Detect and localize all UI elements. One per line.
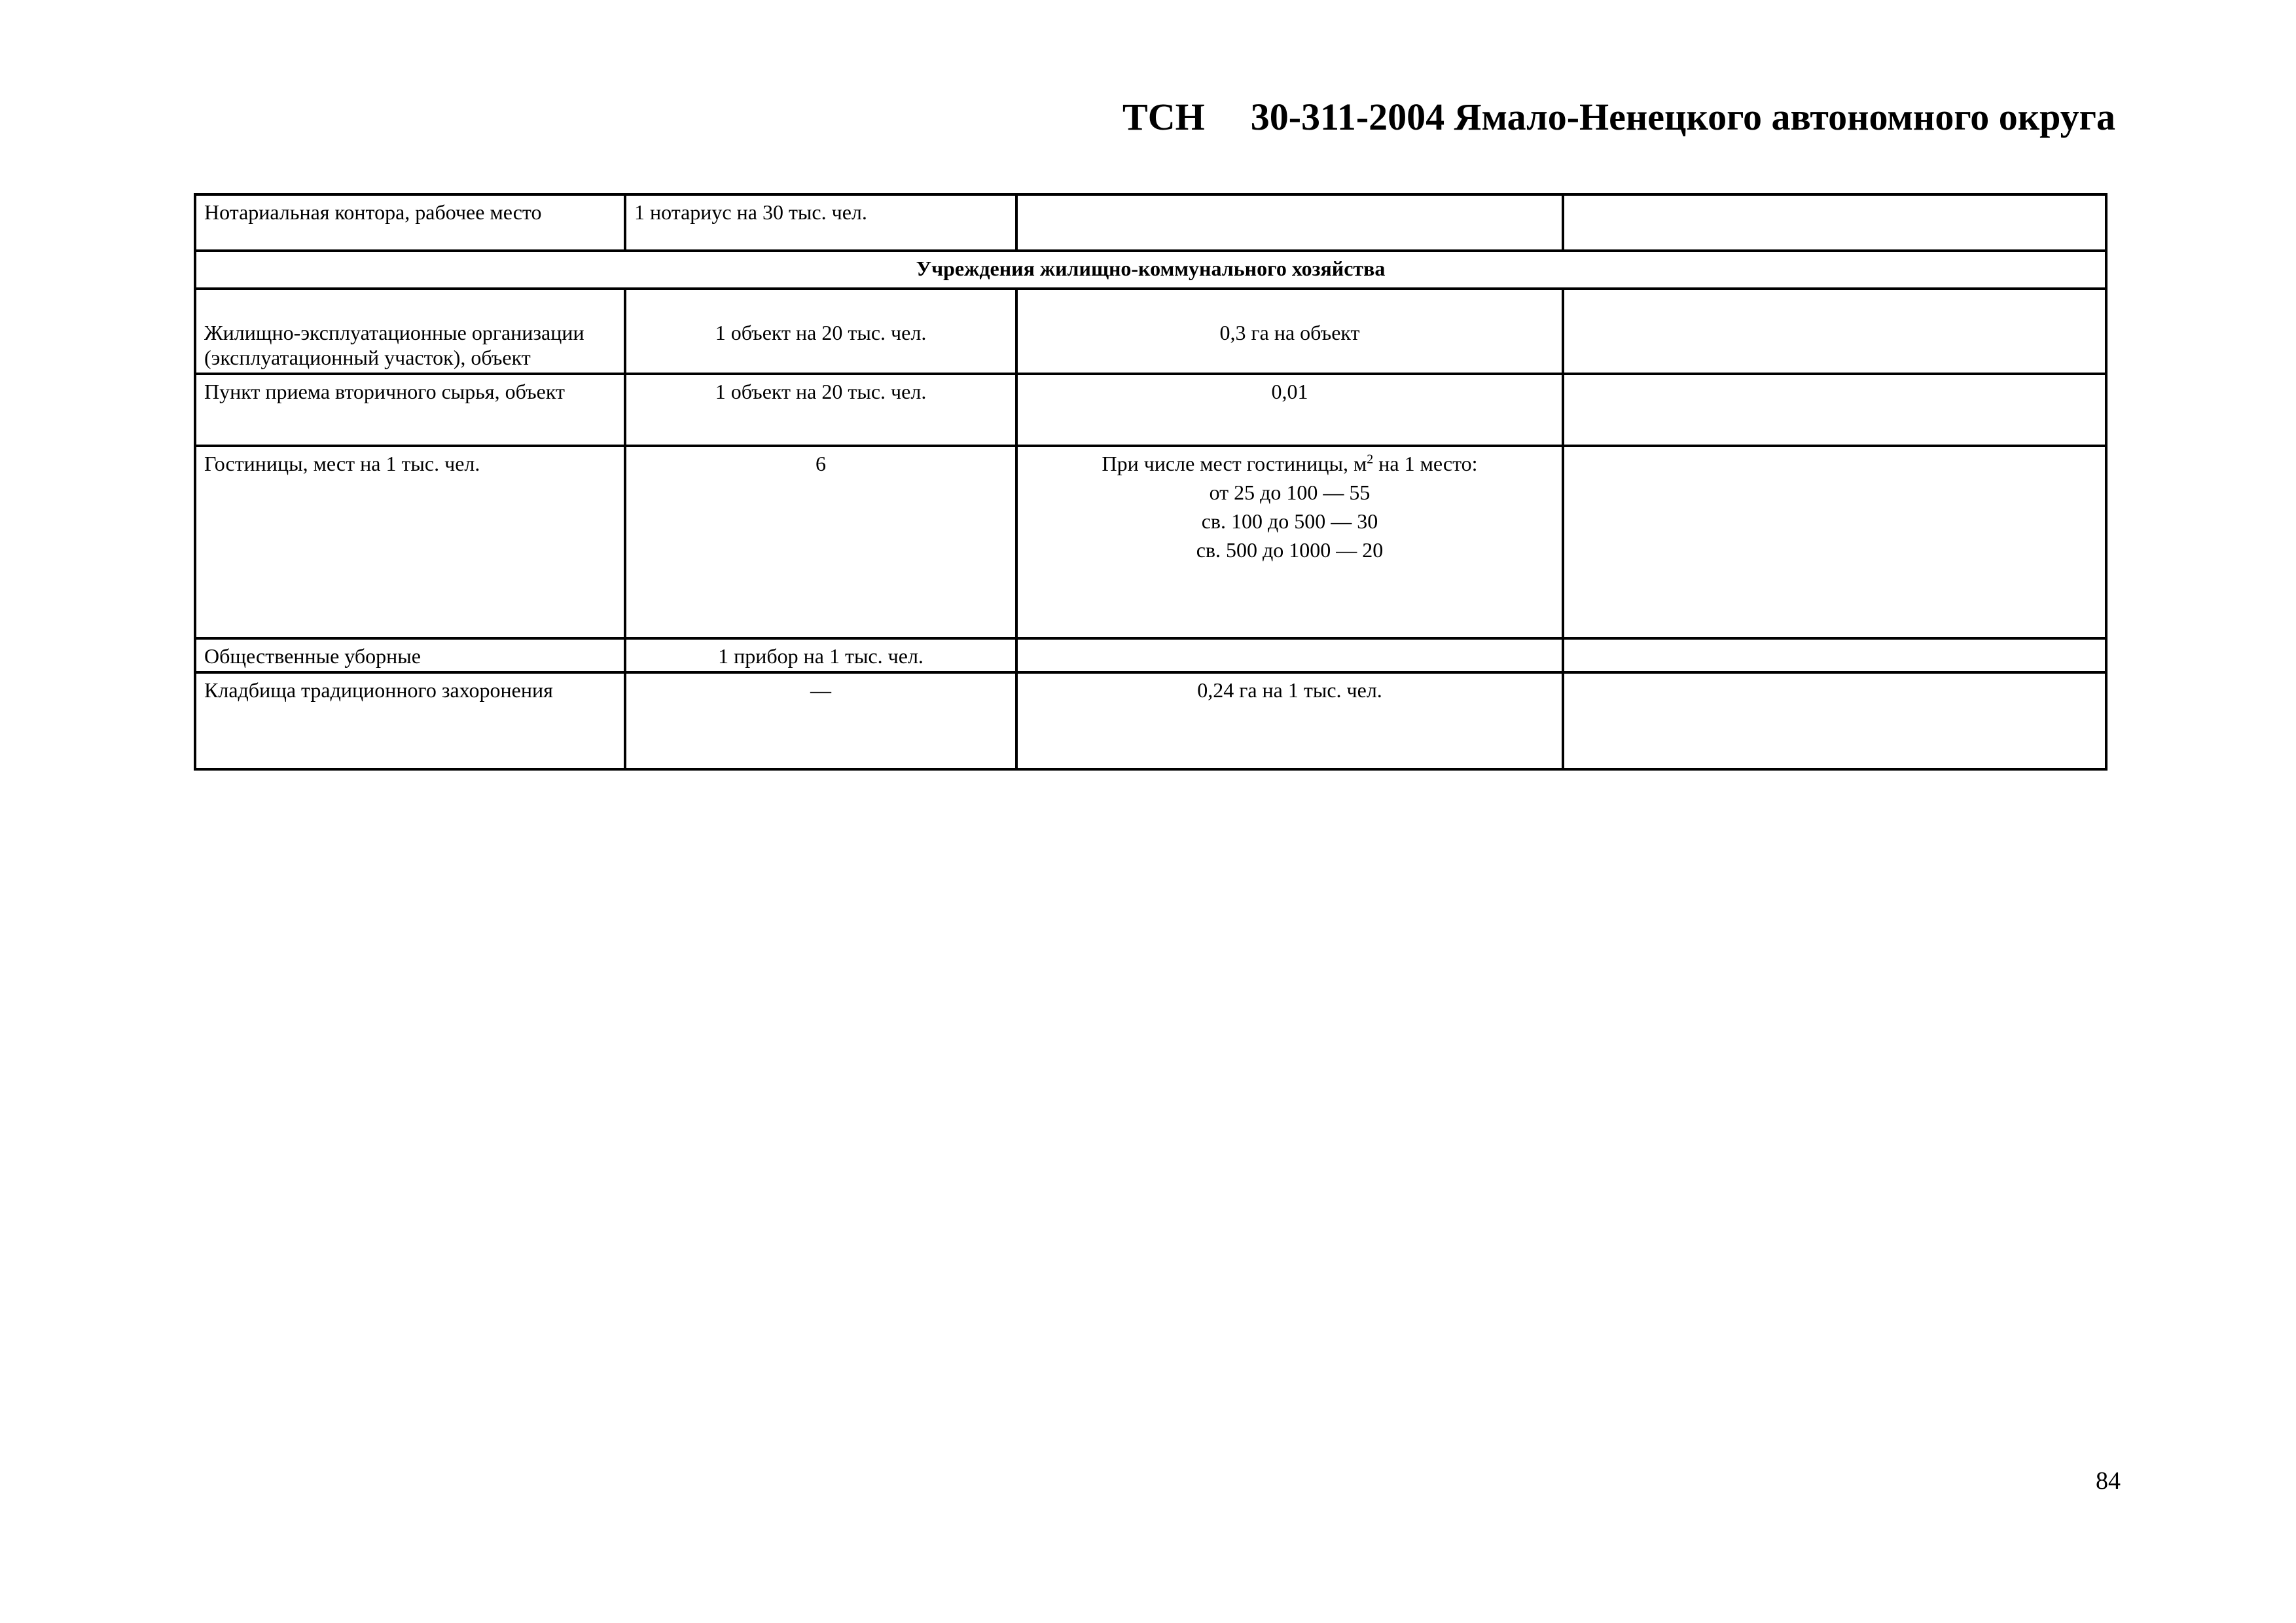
cell-name: Пункт приема вторичного сырья, объект bbox=[195, 374, 625, 446]
area-heading-text: При числе мест гостиницы, м bbox=[1102, 452, 1367, 475]
area-heading-tail: на 1 место: bbox=[1373, 452, 1478, 475]
cell-name: Нотариальная контора, рабочее место bbox=[195, 194, 625, 251]
cell-norm: 1 прибор на 1 тыс. чел. bbox=[625, 638, 1016, 672]
cell-area: 0,3 га на объект bbox=[1016, 289, 1563, 374]
cell-note bbox=[1563, 672, 2106, 769]
document-title: 30-311-2004 Ямало-Ненецкого автономного округа bbox=[1250, 96, 2115, 138]
cell-norm: — bbox=[625, 672, 1016, 769]
document-code: ТСН bbox=[1122, 96, 1205, 138]
cell-norm: 1 объект на 20 тыс. чел. bbox=[625, 289, 1016, 374]
table-row bbox=[195, 194, 2106, 251]
cell-norm: 1 объект на 20 тыс. чел. bbox=[625, 374, 1016, 446]
cell-name: Гостиницы, мест на 1 тыс. чел. bbox=[195, 446, 625, 638]
cell-area bbox=[1016, 194, 1563, 251]
cell-name-line: Жилищно-эксплуатационные организации bbox=[204, 321, 584, 344]
cell-note bbox=[1563, 446, 2106, 638]
table-row bbox=[195, 638, 2106, 672]
document-header bbox=[655, 94, 2115, 140]
cell-name-line: (эксплуатационный участок), объект bbox=[204, 346, 531, 369]
area-heading bbox=[1026, 451, 1554, 476]
cell-note bbox=[1563, 374, 2106, 446]
cell-norm: 6 bbox=[625, 446, 1016, 638]
cell-note bbox=[1563, 638, 2106, 672]
section-title: Учреждения жилищно-коммунального хозяйства bbox=[195, 251, 2106, 289]
cell-note bbox=[1563, 289, 2106, 374]
area-line: св. 100 до 500 — 30 bbox=[1201, 509, 1378, 533]
cell-area: 0,24 га на 1 тыс. чел. bbox=[1016, 672, 1563, 769]
section-row bbox=[195, 251, 2106, 289]
cell-area: 0,01 bbox=[1016, 374, 1563, 446]
norms-table bbox=[194, 193, 2108, 771]
cell-name bbox=[195, 289, 625, 374]
cell-norm: 1 нотариус на 30 тыс. чел. bbox=[625, 194, 1016, 251]
cell-name: Общественные уборные bbox=[195, 638, 625, 672]
cell-area bbox=[1016, 638, 1563, 672]
cell-note bbox=[1563, 194, 2106, 251]
area-line: от 25 до 100 — 55 bbox=[1209, 481, 1371, 504]
table-row bbox=[195, 672, 2106, 769]
cell-area bbox=[1016, 446, 1563, 638]
cell-name: Кладбища традиционного захоронения bbox=[195, 672, 625, 769]
table-row bbox=[195, 374, 2106, 446]
area-heading-sup: 2 bbox=[1367, 452, 1374, 467]
table-row bbox=[195, 446, 2106, 638]
area-line: св. 500 до 1000 — 20 bbox=[1196, 538, 1384, 562]
table-row bbox=[195, 289, 2106, 374]
page-number: 84 bbox=[2096, 1467, 2121, 1495]
